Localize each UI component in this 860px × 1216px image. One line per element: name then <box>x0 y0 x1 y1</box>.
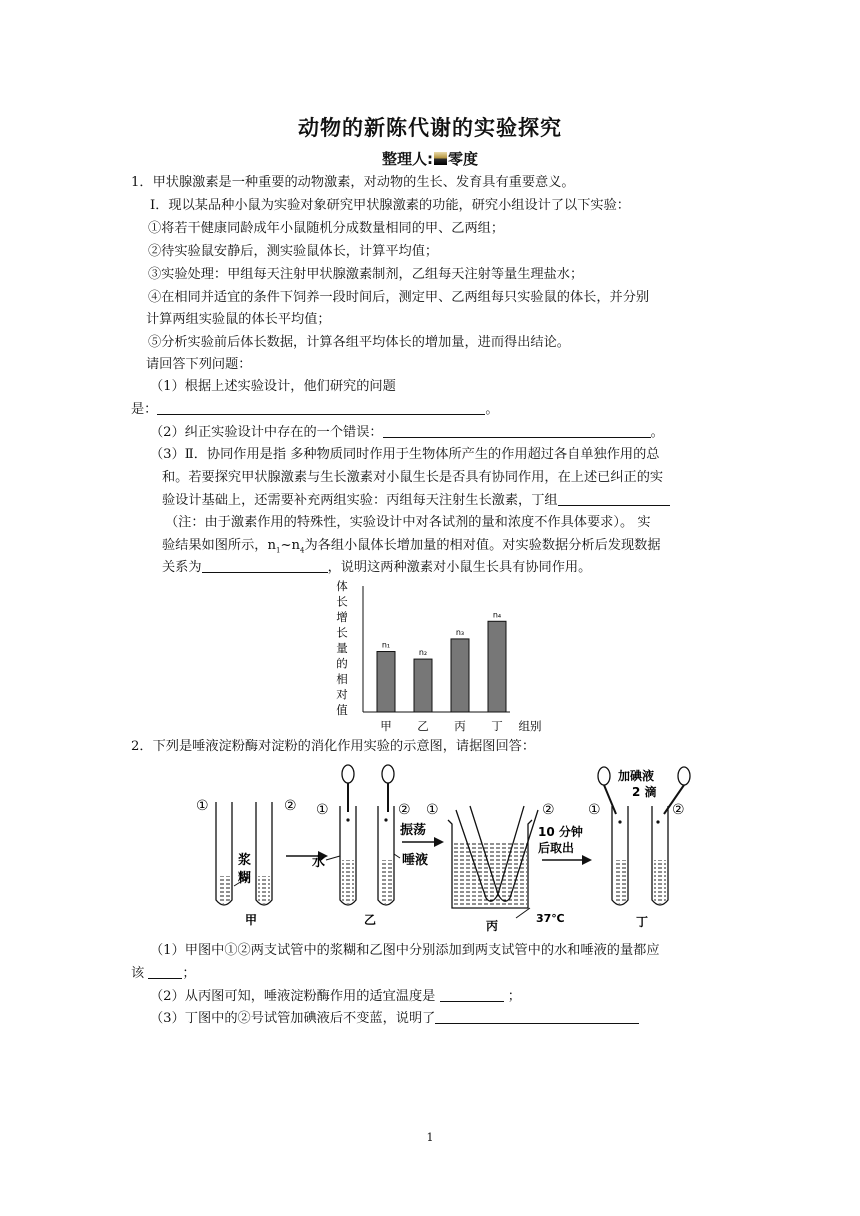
paste-liquid-2 <box>258 876 270 904</box>
q1-sub3-text5c: 为各组小鼠体长增加量的相对值。对实验数据分析后发现数据 <box>304 538 661 553</box>
bar-chart <box>330 578 560 736</box>
x-tick-label-4: 丁 <box>491 719 503 733</box>
label-water: 水 <box>312 855 326 870</box>
tube-label-1: ① <box>426 802 439 818</box>
tube-label-2: ② <box>284 798 297 814</box>
answer-blank-q1-3[interactable] <box>558 492 670 506</box>
tube-label-2: ② <box>398 802 411 818</box>
q2-sub3-line <box>150 1010 639 1028</box>
answer-blank-q1-2[interactable] <box>383 424 651 438</box>
label-iodine-2: 2 滴 <box>632 785 657 799</box>
q1-step4b: 计算两组实验鼠的体长平均值； <box>146 312 331 327</box>
pointer-line <box>326 856 340 860</box>
chart-ylabel <box>336 579 348 717</box>
q1-sub3-line4: （注：由于激素作用的特殊性，实验设计中对各试剂的量和浓度不作具体要求）。 实 <box>165 515 651 530</box>
tube-label-2: ② <box>672 802 685 818</box>
panel-ding <box>588 767 690 929</box>
answer-blank-q2-2[interactable] <box>440 988 504 1002</box>
q2-sub1-prefix: 该 <box>131 966 145 981</box>
period: 。 <box>650 425 664 440</box>
dropper-icon <box>604 785 616 814</box>
label-time-2: 后取出 <box>538 841 575 855</box>
dropper-bulb-icon <box>598 767 610 785</box>
q1-sub3-line2: 和。若要探究甲状腺激素与生长激素对小鼠生长是否具有协同作用，在上述已纠正的实 <box>162 470 664 485</box>
author-name: 零度 <box>447 150 478 168</box>
answer-blank-q1-4[interactable] <box>202 559 328 573</box>
bar-4 <box>488 621 506 712</box>
drop-icon <box>656 820 659 823</box>
q1-sub3-line1: （3）Ⅱ．协同作用是指 多种物质同时作用于生物体所产生的作用超过各自单独作用的总 <box>150 447 660 462</box>
dropper-bulb-icon <box>382 765 394 783</box>
q2-sub1-line2 <box>131 965 196 983</box>
q1-sub3-text6a: 关系为 <box>162 560 202 575</box>
pointer-line <box>394 854 400 858</box>
x-tick-label-1: 甲 <box>380 719 392 733</box>
bar-label-1: n₁ <box>381 640 391 650</box>
bar-label-3: n₃ <box>455 627 465 637</box>
tube-label-1: ① <box>316 802 329 818</box>
q1-sub3-line3 <box>162 492 670 510</box>
liquid-2 <box>654 860 666 904</box>
liquid-1 <box>342 860 354 904</box>
q1-step3: ③实验处理：甲组每天注射甲状腺激素制剂，乙组每天注射等量生理盐水； <box>148 267 584 282</box>
label-iodine-1: 加碘液 <box>618 769 655 783</box>
liquid-1 <box>614 860 626 904</box>
q1-step1: ①将若干健康同龄成年小鼠随机分成数量相同的甲、乙两组； <box>148 221 505 236</box>
q1-sub2-text: （2）纠正实验设计中存在的一个错误： <box>150 425 383 440</box>
subscript-4: 4 <box>300 546 305 555</box>
q2-sub2-line <box>150 988 521 1006</box>
panel-bing <box>426 802 565 932</box>
experiment-diagram <box>190 758 710 932</box>
bar-label-2: n₂ <box>418 648 428 658</box>
x-tick-label-3: 丙 <box>454 719 466 733</box>
author-line <box>0 148 860 169</box>
q1-sub3-line5 <box>162 537 661 560</box>
q1-sub3-text5a: 验结果如图所示，n <box>162 538 276 553</box>
subscript-1: 1 <box>276 546 281 555</box>
label-saliva: 唾液 <box>402 853 429 868</box>
q1-part1-intro: Ⅰ．现以某品种小鼠为实验对象研究甲状腺激素的功能，研究小组设计了以下实验： <box>150 198 630 213</box>
drop-icon <box>618 820 621 823</box>
q1-step5: ⑤分析实验前后体长数据，计算各组平均体长的增加量，进而得出结论。 <box>148 335 570 350</box>
answer-blank-q2-3[interactable] <box>435 1010 639 1024</box>
x-tick-label-2: 乙 <box>417 719 429 733</box>
q1-step4a: ④在相同并适宜的条件下饲养一段时间后，测定甲、乙两组每只实验鼠的体长，并分别 <box>148 290 650 305</box>
q1-sub2-line <box>150 424 664 442</box>
label-paste-2: 糊 <box>238 871 252 886</box>
bar-1 <box>377 652 395 712</box>
chart-ylabel-text: 体长增长量的相对值 <box>336 579 348 717</box>
q2-stem: 2．下列是唾液淀粉酶对淀粉的消化作用实验的示意图，请据图回答： <box>131 739 536 754</box>
water-bath-liquid <box>453 842 527 907</box>
tube-label-1: ① <box>588 802 601 818</box>
q1-sub3-text6b: ，说明这两种激素对小鼠生长具有协同作用。 <box>327 560 592 575</box>
panel-label-yi: 乙 <box>364 913 377 927</box>
page-title: 动物的新陈代谢的实验探究 <box>298 116 562 140</box>
author-logo-icon <box>434 152 447 165</box>
label-shake: 振荡 <box>400 823 427 838</box>
liquid-2 <box>380 860 392 904</box>
label-paste-1: 浆 <box>238 853 252 868</box>
q2-sub2-suffix: ； <box>507 989 521 1004</box>
q1-sub1-line2 <box>131 401 499 419</box>
q1-stem: 1．甲状腺激素是一种重要的动物激素，对动物的生长、发育具有重要意义。 <box>131 175 575 190</box>
q2-sub2-text: （2）从丙图可知，唾液淀粉酶作用的适宜温度是 <box>150 989 436 1004</box>
answer-blank-q2-1[interactable] <box>148 965 182 979</box>
bar-2 <box>414 659 432 712</box>
drop-icon <box>384 818 387 821</box>
arrow-head-3 <box>582 855 592 865</box>
q1-step2: ②待实验鼠安静后，测实验鼠体长，计算平均值； <box>148 244 439 259</box>
panel-yi <box>312 765 428 927</box>
label-time-1: 10 分钟 <box>538 825 583 839</box>
page-number: 1 <box>426 1131 434 1144</box>
q2-sub3-text: （3）丁图中的②号试管加碘液后不变蓝，说明了 <box>150 1011 436 1026</box>
dropper-bulb-icon <box>678 767 690 785</box>
q2-sub1-line1: （1）甲图中①②两支试管中的浆糊和乙图中分别添加到两支试管中的水和唾液的量都应 <box>150 943 660 958</box>
tube-label-2: ② <box>542 802 555 818</box>
drop-icon <box>346 818 349 821</box>
q2-sub1-suffix: ； <box>182 966 196 981</box>
bar-3 <box>451 639 469 712</box>
period: 。 <box>485 402 499 417</box>
tube-label-1: ① <box>196 798 209 814</box>
answer-blank-q1-1[interactable] <box>157 401 485 415</box>
paste-liquid-1 <box>218 876 230 904</box>
panel-label-jia: 甲 <box>245 913 258 927</box>
q1-sub3-line6 <box>162 559 591 577</box>
panel-label-bing: 丙 <box>486 919 499 932</box>
arrow-head-2 <box>434 837 444 847</box>
panel-label-ding: 丁 <box>636 915 649 929</box>
author-prefix: 整理人: <box>381 150 433 168</box>
panel-jia <box>196 798 297 927</box>
q1-sub1-line1: （1）根据上述实验设计，他们研究的问题 <box>150 379 396 394</box>
q1-prompt: 请回答下列问题： <box>146 357 252 372</box>
bar-label-4: n₄ <box>492 610 502 620</box>
dropper-bulb-icon <box>342 765 354 783</box>
q1-sub3-text5b: ~n <box>280 538 301 553</box>
label-temperature: 37℃ <box>536 912 565 925</box>
q1-sub1-prefix: 是： <box>131 402 158 417</box>
chart-xlabel: 组别 <box>518 719 542 733</box>
q1-sub3-text3: 验设计基础上，还需要补充两组实验：丙组每天注射生长激素，丁组 <box>162 493 558 508</box>
thermometer-pointer <box>516 908 530 918</box>
